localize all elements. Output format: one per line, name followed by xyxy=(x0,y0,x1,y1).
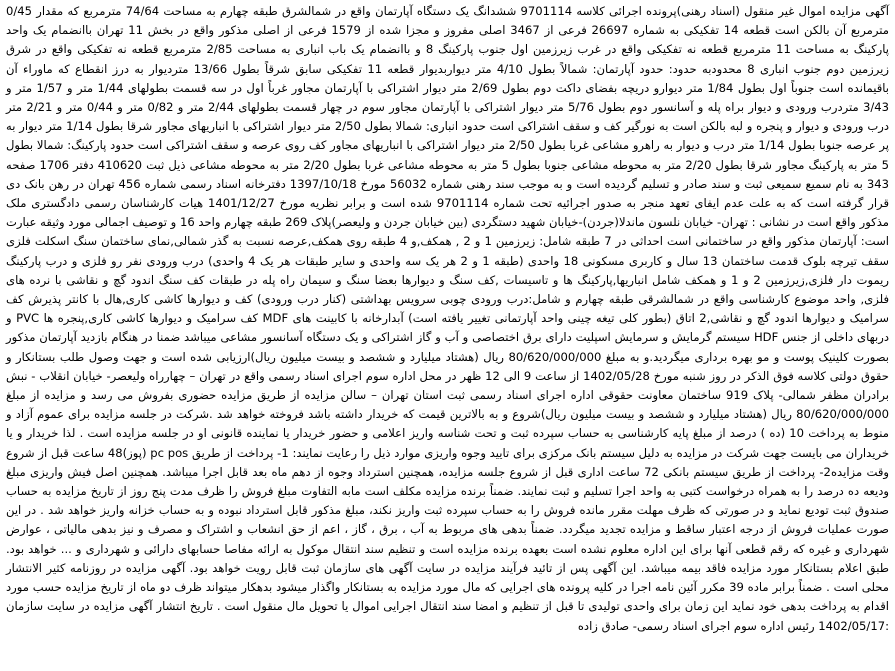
auction-notice-body: آگهی مزایده اموال غیر منقول (اسناد رهنی)پرونده اجرائی کلاسه 9701114 ششدانگ یک دستگاه آپارتمان واقع در شمالشرق طبقه چهارم به مساحت 74/64 مترمربع که مقدار 0/45 مترمربع آن بالکن است قطعه 14 تفکیکی به شماره 26697 فرعی از 3467 اصلی مفروز و مجزا شده از 1579 فرعی از اصلی مذکور واقع در بخش 11 تهران باانضمام یک واحد پارکینگ به مساحت 11 مترمربع قطعه نه تفکیکی واقع در غرب زیرزمین اول جنوب پارکینگ 8 و باانضمام یک باب انباری به مساحت 2/85 مترمربع قطعه نه تفکیکی واقع در شرق زیرزمین دوم جنوب انباری 8 محدودبه حدود: حدود آپارتمان: شمالاً بطول 4/10 متر دیواربدیوار قطعه 11 تفکیکی سابق شرقاً بطول 13/66 متردیوار به درز انقطاع که ماوراء آن باقیمانده است جنوباً اول بطول 1/84 متر دیوارو دریچه بفضای داکت دوم بطول 2/69 متر دیوار اشتراکی با آپارتمان مجاور غرباً اول در سه قسمت بطولهای 1/44 متر و 1/57 متر و 3/43 متردرب ورودی و دیوار براه پله و آسانسور دوم بطول 5/76 متر دیوار اشتراکی با آپارتمان مجاور سوم در چهار قسمت بطولهای 2/44 متر و 0/82 متر و 0/44 متر و 2/21 متر درب ورودی و دیوار و پنجره و لبه بالکن است به نورگیر کف و سقف اشتراکی است حدود انباری: شمالا بطول 2/50 متر دیوار اشتراکی با انباریهای مجاور شرقا بطول 1/14 متر دیوار به پر عرصه جنوبا بطول 1/14 متر درب و دیوار به راهرو مشاعی غربا بطول 2/50 متر دیوار اشتراکی با انباریهای مجاور کف روی عرصه و سقف اشتراکی است حدود پارکینگ: شمالا بطول 5 متر به پارکینگ مجاور شرقا بطول 2/20 متر به محوطه مشاعی جنوبا بطول 5 متر به محوطه مشاعی غربا بطول 2/20 متر به محوطه مشاعی ذیل ثبت 410620 دفتر 1706 صفحه 343 به نام سمیع سمیعی ثبت و سند صادر و تسلیم گردیده است و به موجب سند رهنی شماره 56032 مورخ 1397/10/18 دفترخانه اسناد رسمی شماره 456 تهران در رهن بانک دی قرار گرفته است که به علت عدم ایفای تعهد منجر به صدور اجرائیه تحت شماره 9701114 شده است و برابر نظریه مورخ 1401/12/27 هیات کارشناسان رسمی دادگستری ملک مذکور واقع است در نشانی : تهران- خیابان نلسون ماندلا(جردن)-خیابان شهید دستگردی (بین خیابان جردن و ولیعصر)پلاک 269 طبقه چهارم واحد 16 و توصیف اجمالی مورد وثیقه عبارت است: آپارتمان مذکور واقع در ساختمانی است احداثی در 7 طبقه شامل: زیرزمین 1 و 2 , همکف,و 4 طبقه روی همکف,عرصه نسبت به گذر شمالی,نمای ساختمان سنگ اسکلت فلزی سقف تیرچه بلوک قدمت ساختمان 13 سال و کاربری مسکونی 18 واحدی (طبقه 1 و 2 هر یک سه واحدی و سایر طبقات هر یک 4 واحدی) درب ورودی نفر رو فلزی و درب پارکینگ ریموت دار فلزی,زیرزمین 2 و 1 و همکف شامل انباریها,پارکینگ ها و تاسیسات ,کف سنگ و دیوارها بعضا سنگ و سیمان راه پله در طبقات کف سنگ اندود گچ و نقاشی با نرده های فلزی, واحد موضوع کارشناسی واقع در شمالشرقی طبقه چهارم و شامل:درب ورودی چوبی سرویس بهداشتی (کنار درب ورودی) کف و دیوارها کاشی کاری,هال با کانتر پذیرش کف سرامیک و دیوارها اندود گچ و نقاشی,2 اتاق (بطور کلی تیغه چینی واحد آپارتمانی تغییر یافته است) آبدارخانه با کابینت های MDF کف سرامیک و دیوارها کاشی کاری,پنجره ها PVC و دربهای داخلی از جنس HDF سیستم گرمایش و سرمایش اسپلیت دارای برق اختصاصی و آب و گاز اشتراکی و یک دستگاه آسانسور مشاعی میباشد ضمنا در هنگام بازدید آپارتمان مذکور بصورت کلینیک پوست و مو بهره برداری میگردید.و به مبلغ 80/620/000/000 ریال (هشتاد میلیارد و ششصد و بیست میلیون ریال)ارزیابی شده است و جهت وصول طلب بستانکار و حقوق دولتی کلاسه فوق الذکر در روز شنبه مورخ 1402/05/28 از ساعت 9 الی 12 ظهر در محل اداره سوم اجرای اسناد رسمی واقع در تهران – چهارراه ولیعصر- خیابان انقلاب - نبش برادران مظفر شمالی- پلاک 919 ساختمان معاونت حقوقی اداره اجرای اسناد رسمی ثبت استان تهران – سالن مزایده از طریق مزایده حضوری بفروش می رسد و مزایده از مبلغ 80/620/000/000 ریال (هشتاد میلیارد و ششصد و بیست میلیون ریال)شروع و به بالاترین قیمت که خریدار داشته باشد فروخته خواهد شد .شرکت در جلسه مزایده برای عموم آزاد و منوط به پرداخت 10 (ده ) درصد از مبلغ پایه کارشناسی به حساب سپرده ثبت و تحت شناسه واریز اعلامی و حضور خریدار یا نماینده قانونی او در جلسه مزایده است . لذا خریدار و یا خریداران می بایست جهت شرکت در مزایده به دلیل سیستم بانک مرکزی برای تایید وجوه واریزی موارد ذیل را رعایت نمایند: 1- پرداخت از طریق pc pos (پوز)48 ساعت قبل از شروع وقت مزایده2- پرداخت از طریق سیستم بانکی 72 ساعت اداری قبل از شروع جلسه مزایده، همچنین استرداد وجوه از دهم ماه بعد قابل اجرا میباشد. همچنین اصل فیش واریزی مبلغ ودیعه ده درصد را به همراه درخواست کتبی به واحد اجرا تسلیم و ثبت نمایند. ضمناً برنده مزایده مکلف است مابه التفاوت مبلغ فروش را ظرف مدت پنج روز از تاریخ مزایده به حساب صندوق ثبت تودیع نماید و در صورتی که ظرف مهلت مقرر مانده فروش را به حساب سپرده ثبت واریز نکند، مبلغ مذکور قابل استرداد نبوده و به حساب خزانه واریز خواهد شد . در این صورت عملیات فروش از درجه اعتبار ساقط و مزایده تجدید میگردد. ضمناً بدهی های مربوط به آب ، برق ، گاز ، اعم از حق انشعاب و اشتراک و مصرف و نیز بدهی مالیاتی ، عوارض شهرداری و غیره که رقم قطعی آنها برای این اداره معلوم نشده است بعهده برنده مزایده است و تنظیم سند انتقال موکول به ارائه مفاصا حسابهای دارائی و شهرداری و ... خواهد بود. طبق اعلام بستانکار مورد مزایده فاقد بیمه میباشد. این آگهی پس از تائید فرآیند مزایده در سایت آگهی های سازمان ثبت قابل رویت خواهد بود. آگهی مزایده در روزنامه کثیر الانتشار محلی است . ضمناً برابر ماده 39 مکرر آئین نامه اجرا در کلیه پرونده های اجرایی که مال مورد مزایده به بستانکار واگذار میشود بدهکار میتواند ظرف دو ماه از تاریخ مزایده حسب مورد اقدام به پرداخت بدهی خود نماید این زمان برای واحدی تولیدی تا قبل از تنظیم و امضا سند انتقال اجرایی اموال یا تحویل مال منقول است . تاریخ انتشار آگهی مزایده در سایت سازمان :1402/05/17 رئیس اداره سوم اجرای اسناد رسمی- صادق زاده xyxy=(6,4,890,633)
